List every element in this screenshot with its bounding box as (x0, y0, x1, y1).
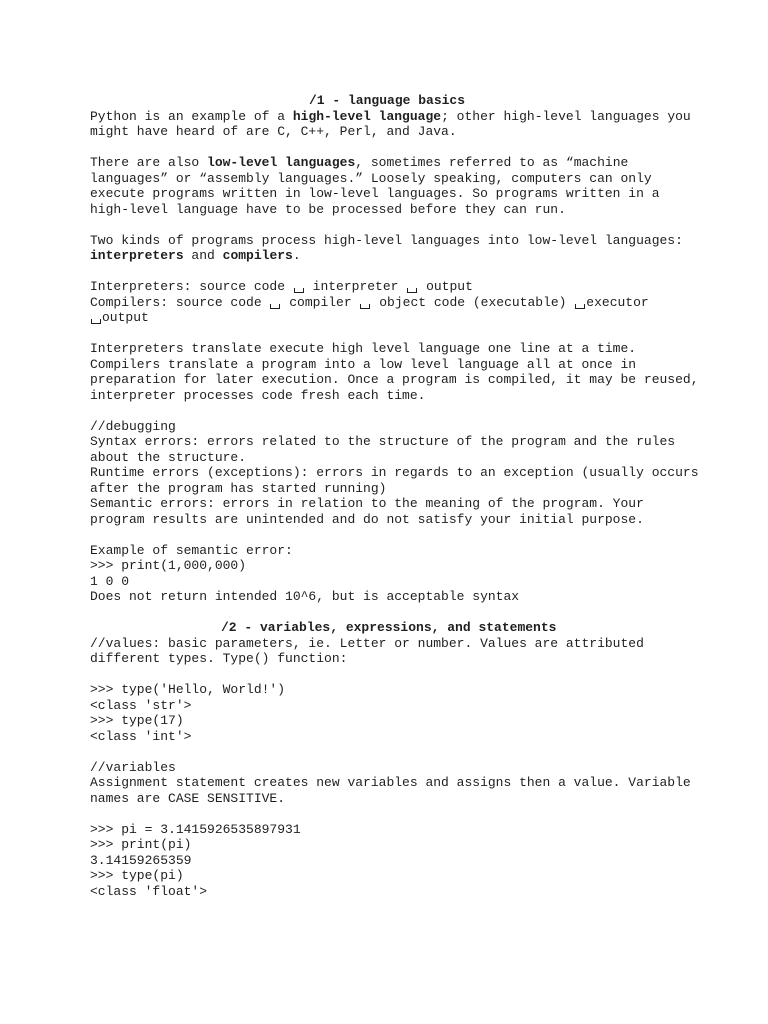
arrow-icon (91, 319, 101, 324)
term-compilers: compilers (222, 248, 293, 263)
arrow-icon (407, 288, 417, 293)
semantic-example-line: Does not return intended 10^6, but is acceptable syntax (90, 589, 520, 604)
intro-line-1: Python is an example of a high-level language; other high-level languages you (90, 108, 691, 124)
document-body (90, 93, 699, 899)
compiler-flow-continued: output (90, 310, 690, 326)
low-level-line-4: high-level language have to be processed before they can run. (90, 201, 566, 217)
code-line: >>> print(pi) (90, 837, 192, 852)
code-line: >>> type('Hello, World!') (90, 682, 286, 697)
term-high-level-language: high-level language (292, 108, 442, 124)
values-line: //values: basic parameters, ie. Letter or number. Values are attributed (90, 635, 644, 651)
code-output: <class 'str'> (90, 697, 192, 713)
low-level-line-3: execute programs written in low-level languages. So programs written in a (90, 186, 660, 201)
translate-line-4: interpreter processes code fresh each time. (90, 387, 426, 403)
debugging-line: Runtime errors (exceptions): errors in regards to an exception (usually occurs (90, 465, 699, 480)
code-line: >>> print(1,000,000) (90, 558, 247, 573)
arrow-icon (270, 304, 280, 309)
arrow-icon (575, 304, 585, 309)
code-output: 1 0 0 (90, 573, 130, 589)
variables-heading: //variables (90, 759, 176, 775)
kinds-line-1: Two kinds of programs process high-level languages into low-level languages: (90, 232, 683, 248)
variables-line: Assignment statement creates new variables and assigns then a value. Variable (90, 775, 691, 790)
code-line: >>> type(pi) (90, 868, 184, 883)
low-level-line-1: There are also low-level languages, sometimes referred to as “machine (90, 155, 629, 170)
translate-line-1: Interpreters translate execute high level language one line at a time. (90, 341, 637, 356)
debugging-line: after the program has started running) (90, 480, 387, 496)
debugging-line: Semantic errors: errors in relation to the meaning of the program. Your (90, 496, 644, 511)
compiler-flow: Compilers: source code compiler object code (executable) executor (90, 294, 649, 310)
code-output: 3.14159265359 (90, 852, 192, 868)
arrow-icon (294, 288, 304, 293)
code-line: >>> pi = 3.1415926535897931 (90, 821, 301, 837)
arrow-icon (360, 304, 370, 309)
kinds-line-2: interpreters and compilers. (90, 248, 301, 263)
section-heading-variables: /2 - variables, expressions, and statements (221, 620, 557, 635)
term-low-level-languages: low-level languages (207, 155, 356, 170)
translate-line-2: Compilers translate a program into a low level language all at once in (90, 356, 637, 372)
interpreter-flow: Interpreters: source code interpreter output (90, 279, 473, 294)
debugging-line: Syntax errors: errors related to the structure of the program and the rules (90, 434, 676, 449)
variables-line: names are CASE SENSITIVE. (90, 790, 286, 806)
debugging-line: program results are unintended and do not satisfy your initial purpose. (90, 511, 644, 527)
semantic-example-line: Example of semantic error: (90, 542, 293, 558)
debugging-line: about the structure. (90, 449, 247, 465)
values-line: different types. Type() function: (90, 651, 348, 666)
translate-line-3: preparation for later execution. Once a program is compiled, it may be reused, (90, 372, 699, 387)
code-output: <class 'float'> (90, 883, 208, 899)
term-interpreters: interpreters (90, 248, 184, 263)
section-heading-language-basics: /1 - language basics (309, 93, 466, 108)
code-output: <class 'int'> (90, 728, 192, 744)
debugging-heading: //debugging (90, 418, 176, 434)
low-level-line-2: languages” or “assembly languages.” Loosely speaking, computers can only (90, 170, 652, 186)
intro-line-2: might have heard of are C, C++, Perl, and Java. (90, 124, 457, 139)
code-line: >>> type(17) (90, 713, 184, 728)
